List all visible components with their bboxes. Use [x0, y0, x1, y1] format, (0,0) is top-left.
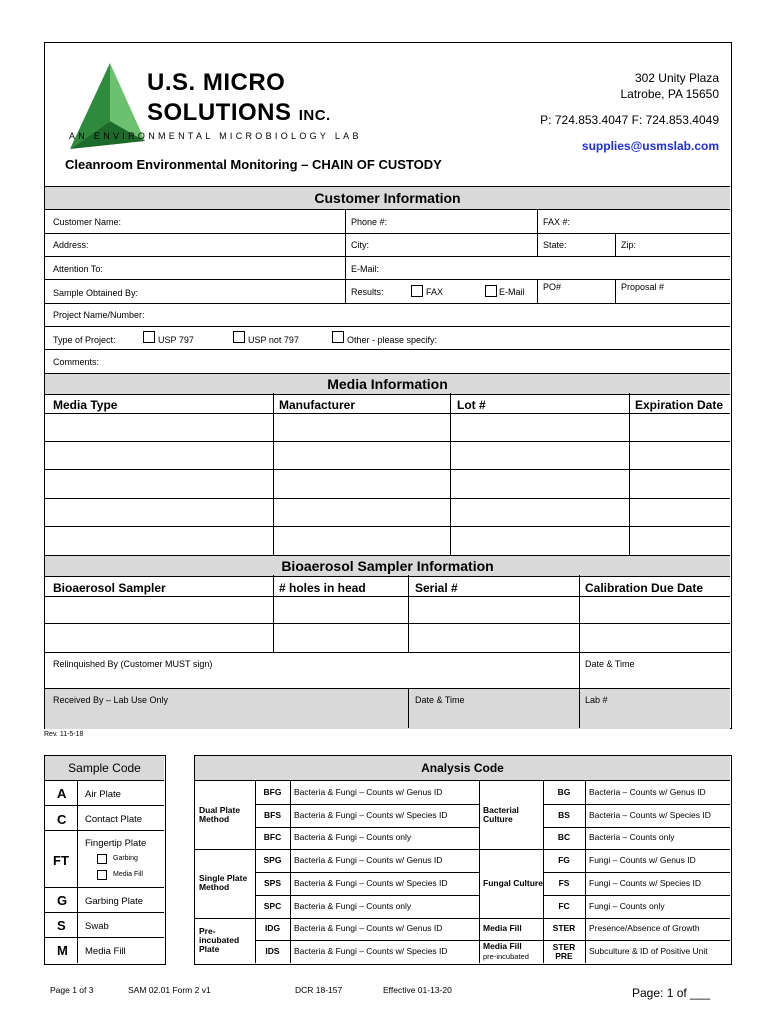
culture-2: Media Fill	[483, 923, 522, 934]
phone-label: Phone #:	[351, 217, 388, 227]
code-s: S	[57, 918, 66, 933]
date-time-label: Date & Time	[585, 659, 635, 669]
analysis-code-ids: IDS	[265, 946, 280, 957]
results-label: Results:	[351, 287, 384, 297]
footer-form: SAM 02.01 Form 2 v1	[128, 985, 211, 995]
analysis-desc-ster: Presence/Absence of Growth	[589, 923, 700, 934]
analysis-code-box	[194, 755, 732, 965]
received-label: Received By – Lab Use Only	[53, 695, 169, 705]
usp-not-797-checkbox[interactable]	[233, 331, 245, 343]
analysis-desc-fg: Fungi – Counts w/ Genus ID	[589, 855, 696, 866]
method-1: Single Plate Method	[199, 873, 248, 893]
email-label: E-Mail:	[351, 264, 380, 274]
results-fax-checkbox[interactable]	[411, 285, 423, 297]
analysis-desc-sps: Bacteria & Fungi – Counts w/ Species ID	[294, 877, 448, 888]
media-info-header: Media Information	[45, 373, 730, 395]
sample-code-header: Sample Code	[45, 756, 164, 781]
analysis-desc-fs: Fungi – Counts w/ Species ID	[589, 877, 701, 888]
fax-label: FAX #:	[543, 217, 571, 227]
analysis-code-bfg: BFG	[263, 786, 282, 797]
analysis-desc-bfg: Bacteria & Fungi – Counts w/ Genus ID	[294, 786, 443, 797]
usp797-checkbox[interactable]	[143, 331, 155, 343]
company-tagline: AN ENVIRONMENTAL MICROBIOLOGY LAB	[69, 131, 362, 141]
label-swab: Swab	[85, 921, 109, 932]
analysis-desc-ster-pre: Subculture & ID of Positive Unit	[589, 946, 708, 957]
analysis-desc-idg: Bacteria & Fungi – Counts w/ Genus ID	[294, 923, 443, 934]
code-ft: FT	[53, 853, 69, 868]
analysis-code-fc: FC	[558, 900, 570, 911]
method-2: Pre-incubated Plate	[199, 925, 240, 954]
analysis-code-ster-pre: STER PRE	[552, 941, 576, 961]
bio-col-calibration: Calibration Due Date	[585, 581, 704, 595]
revision: Rev. 11-5-18	[44, 731, 84, 738]
address-line1: 302 Unity Plaza	[634, 71, 719, 85]
results-email-label: E-Mail	[499, 287, 525, 297]
phone-fax: P: 724.853.4047 F: 724.853.4049	[540, 113, 719, 127]
results-email-checkbox[interactable]	[485, 285, 497, 297]
analysis-code-fg: FG	[558, 855, 570, 866]
analysis-code-spg: SPG	[263, 855, 282, 866]
media-col-type: Media Type	[53, 398, 118, 412]
bio-col-serial: Serial #	[415, 581, 458, 595]
footer-page: Page 1 of 3	[50, 985, 94, 995]
analysis-desc-spg: Bacteria & Fungi – Counts w/ Genus ID	[294, 855, 443, 866]
state-label: State:	[543, 240, 567, 250]
analysis-desc-fc: Fungi – Counts only	[589, 900, 665, 911]
label-garbing-plate: Garbing Plate	[85, 896, 144, 907]
garbing-checkbox[interactable]	[97, 854, 107, 864]
label-media-fill-sub: Media Fill	[113, 871, 143, 878]
attention-label: Attention To:	[53, 264, 103, 274]
analysis-code-idg: IDG	[264, 923, 281, 934]
bio-col-sampler: Bioaerosol Sampler	[53, 581, 166, 595]
usp-not-797-label: USP not 797	[248, 335, 299, 345]
code-g: G	[57, 893, 68, 908]
bio-info-header: Bioaerosol Sampler Information	[45, 555, 730, 577]
results-fax-label: FAX	[426, 287, 444, 297]
media-col-manufacturer: Manufacturer	[279, 398, 356, 412]
label-media-fill: Media Fill	[85, 946, 126, 957]
form-title: Cleanroom Environmental Monitoring – CHAIN OF CUSTODY	[65, 157, 442, 172]
label-air-plate: Air Plate	[85, 789, 121, 800]
relinquished-label: Relinquished By (Customer MUST sign)	[53, 659, 213, 669]
company-name-line1: U.S. MICRO	[147, 69, 286, 96]
address-line2: Latrobe, PA 15650	[620, 87, 719, 101]
analysis-table	[195, 781, 730, 963]
culture-3: Media Fill	[483, 941, 522, 952]
media-col-lot: Lot #	[457, 398, 486, 412]
media-col-expiration: Expiration Date	[635, 398, 724, 412]
bio-col-holes: # holes in head	[279, 581, 366, 595]
analysis-code-ster: STER	[552, 923, 576, 934]
analysis-code-bs: BS	[558, 809, 570, 820]
media-fill-checkbox[interactable]	[97, 870, 107, 880]
proposal-label: Proposal #	[621, 282, 665, 292]
project-name-label: Project Name/Number:	[53, 310, 145, 320]
analysis-desc-bc: Bacteria – Counts only	[589, 832, 675, 843]
culture-sub-3: pre-incubated	[483, 952, 529, 962]
analysis-code-header: Analysis Code	[195, 756, 730, 781]
footer-effective: Effective 01-13-20	[383, 985, 452, 995]
footer-page-of: Page: 1 of ___	[632, 986, 711, 1000]
form-frame	[44, 42, 732, 729]
company-name-line2: SOLUTIONS INC.	[147, 99, 331, 126]
zip-label: Zip:	[621, 240, 637, 250]
code-a: A	[57, 786, 67, 801]
method-0: Dual Plate Method	[199, 805, 241, 825]
address-label: Address:	[53, 240, 89, 250]
label-contact-plate: Contact Plate	[85, 814, 143, 825]
other-checkbox[interactable]	[332, 331, 344, 343]
analysis-code-bfs: BFS	[264, 809, 281, 820]
customer-info-header: Customer Information	[45, 186, 730, 210]
analysis-desc-bfc: Bacteria & Fungi – Counts only	[294, 832, 412, 843]
analysis-code-spc: SPC	[263, 900, 282, 911]
analysis-desc-spc: Bacteria & Fungi – Counts only	[294, 900, 412, 911]
analysis-desc-bs: Bacteria – Counts w/ Species ID	[589, 809, 711, 820]
code-c: C	[57, 812, 67, 827]
analysis-desc-bg: Bacteria – Counts w/ Genus ID	[589, 786, 706, 797]
type-of-project-label: Type of Project:	[53, 335, 116, 345]
analysis-code-bc: BC	[557, 832, 571, 843]
analysis-desc-ids: Bacteria & Fungi – Counts w/ Species ID	[294, 946, 448, 957]
other-label: Other - please specify:	[347, 335, 438, 345]
code-m: M	[57, 943, 68, 958]
po-label: PO#	[543, 282, 562, 292]
date-time2-label: Date & Time	[415, 695, 465, 705]
label-fingertip-plate: Fingertip Plate	[85, 838, 147, 849]
sample-obtained-label: Sample Obtained By:	[53, 288, 139, 298]
usp797-label: USP 797	[158, 335, 194, 345]
lab-number-label: Lab #	[585, 695, 608, 705]
analysis-code-bfc: BFC	[263, 832, 282, 843]
comments-label: Comments:	[53, 357, 100, 367]
email-link[interactable]: supplies@usmslab.com	[581, 139, 719, 153]
sample-code-box	[44, 755, 166, 965]
customer-name-label: Customer Name:	[53, 217, 122, 227]
label-garbing: Garbing	[113, 855, 138, 862]
culture-0: Bacterial Culture	[483, 805, 519, 825]
city-label: City:	[351, 240, 369, 250]
analysis-desc-bfs: Bacteria & Fungi – Counts w/ Species ID	[294, 809, 448, 820]
analysis-code-sps: SPS	[263, 877, 281, 888]
analysis-code-fs: FS	[558, 877, 570, 888]
analysis-code-bg: BG	[557, 786, 571, 797]
footer-dcr: DCR 18-157	[295, 985, 343, 995]
culture-1: Fungal Culture	[483, 877, 543, 888]
